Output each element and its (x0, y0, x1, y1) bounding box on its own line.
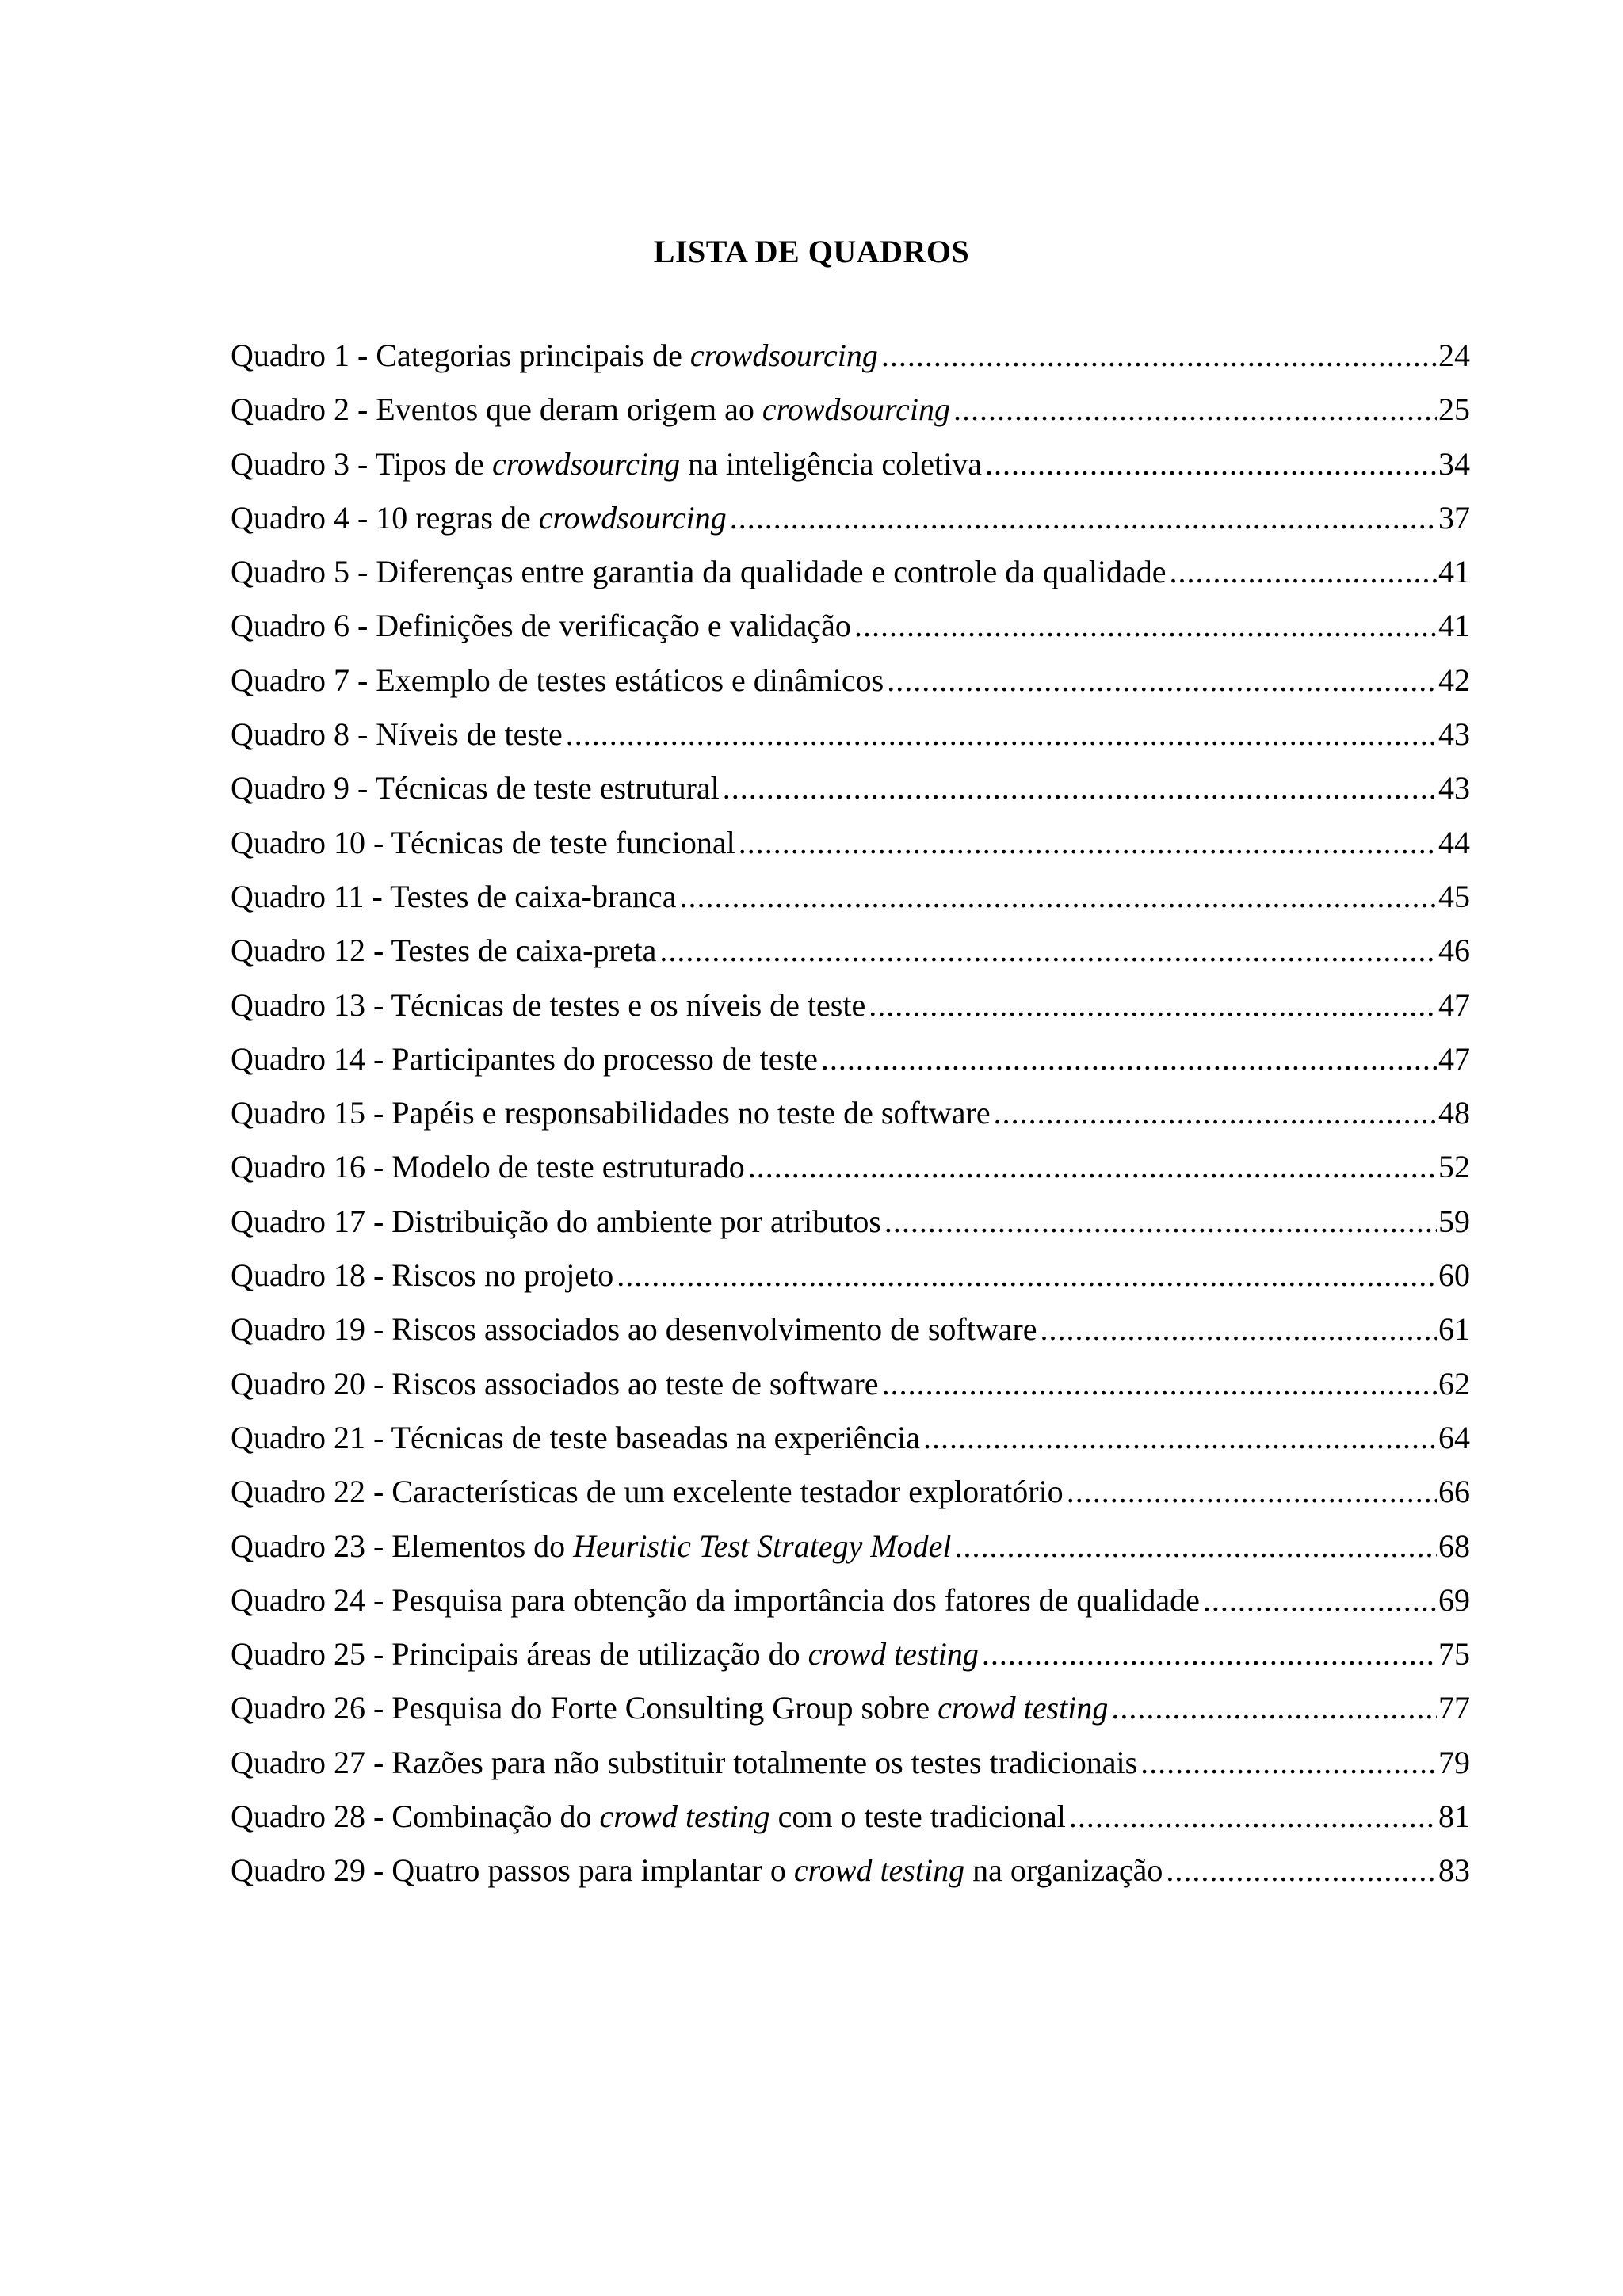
toc-entry-page-number: 52 (1438, 1149, 1470, 1185)
dot-leader (1069, 1798, 1437, 1836)
toc-entry-label (231, 878, 677, 916)
toc-entry (231, 1148, 1470, 1202)
toc-entry-label (231, 1581, 1200, 1619)
toc-entry-label (231, 1689, 1108, 1727)
dot-leader (1111, 1689, 1437, 1727)
dot-leader (884, 1203, 1437, 1241)
toc-entry-label (231, 824, 735, 862)
page-title: LISTA DE QUADROS (653, 234, 970, 269)
toc-entry-label-text: na inteligência coletiva (680, 445, 982, 482)
toc-entry-label (231, 932, 656, 970)
toc-entry-label-text: Quadro 21 - Técnicas de teste baseadas na experiência (231, 1419, 920, 1455)
toc-entry (231, 1473, 1470, 1527)
toc-entry-label-text: Quadro 14 - Participantes do processo de teste (231, 1040, 818, 1077)
toc-entry (231, 1527, 1470, 1581)
toc-entry-label-text: com o teste tradicional (769, 1798, 1066, 1835)
toc-entry-label-text: Quadro 10 - Técnicas de teste funcional (231, 824, 735, 860)
toc-entry (231, 715, 1470, 769)
toc-entry-label (231, 1310, 1037, 1348)
toc-entry-label-italic: crowdsourcing (538, 499, 727, 536)
toc-entry-label (231, 1744, 1137, 1782)
toc-entry-page-number: 75 (1438, 1636, 1470, 1672)
toc-entry-label (231, 715, 563, 753)
toc-entry-label-text: Quadro 29 - Quatro passos para implantar o (231, 1852, 794, 1889)
toc-entry-page-number: 42 (1438, 662, 1470, 698)
toc-entry-label-text: Quadro 20 - Riscos associados ao teste de software (231, 1365, 879, 1402)
toc-entry-label-text: Quadro 8 - Níveis de teste (231, 716, 563, 753)
toc-entry-label-text: Quadro 6 - Definições de verificação e validação (231, 608, 851, 644)
toc-entry-label-text: Quadro 4 - 10 regras de (231, 499, 539, 536)
toc-entry (231, 499, 1470, 553)
toc-entry (231, 445, 1470, 499)
dot-leader (1140, 1744, 1437, 1782)
toc-entry-page-number: 34 (1438, 445, 1470, 482)
toc-entry-page-number: 83 (1438, 1852, 1470, 1889)
toc-entry-page-number: 41 (1438, 608, 1470, 644)
dot-leader (955, 1527, 1437, 1566)
toc-entry (231, 1635, 1470, 1689)
toc-entry-label-italic: crowdsourcing (492, 445, 681, 482)
dot-leader (1170, 553, 1437, 591)
toc-entry-page-number: 45 (1438, 878, 1470, 914)
toc-entry (231, 662, 1470, 715)
toc-entry-label-text: Quadro 13 - Técnicas de testes e os níveis de teste (231, 986, 866, 1023)
dot-leader (680, 878, 1438, 916)
toc-entry-label (231, 986, 865, 1024)
toc-entry (231, 1040, 1470, 1094)
toc-entry-label-text: Quadro 18 - Riscos no projeto (231, 1257, 614, 1294)
toc-entry-label (231, 607, 851, 645)
toc-entry (231, 878, 1470, 932)
dot-leader (1166, 1852, 1437, 1890)
toc-entry (231, 1365, 1470, 1419)
dot-leader (869, 986, 1437, 1024)
toc-entry-label-text: Quadro 22 - Características de um excelente testador exploratório (231, 1474, 1064, 1510)
dot-leader (985, 445, 1437, 483)
toc-entry-label (231, 1365, 879, 1403)
toc-entry-label (231, 1094, 991, 1132)
toc-entry-label-text: Quadro 3 - Tipos de (231, 445, 493, 482)
toc-entry (231, 769, 1470, 823)
toc-entry-page-number: 64 (1438, 1419, 1470, 1455)
toc-entry-page-number: 46 (1438, 933, 1470, 969)
toc-entry-page-number: 79 (1438, 1744, 1470, 1780)
toc-entry (231, 1094, 1470, 1148)
toc-entry-page-number: 43 (1438, 716, 1470, 753)
dot-leader (1203, 1581, 1437, 1619)
toc-entry-label (231, 1527, 952, 1566)
dot-leader (566, 715, 1437, 753)
dot-leader (953, 391, 1437, 429)
toc-entry-label-italic: crowdsourcing (762, 391, 950, 428)
toc-entry-label (231, 1473, 1064, 1511)
toc-entry (231, 1689, 1470, 1743)
dot-leader (617, 1257, 1437, 1295)
dot-leader (748, 1148, 1437, 1186)
dot-leader (854, 607, 1437, 645)
toc-entry-label-text: Quadro 7 - Exemplo de testes estáticos e dinâmicos (231, 662, 884, 698)
toc-entry (231, 932, 1470, 986)
toc-entry-label-text: Quadro 1 - Categorias principais de (231, 338, 690, 373)
toc-entry-label-text: Quadro 27 - Razões para não substituir totalmente os testes tradicionais (231, 1744, 1138, 1780)
toc-entry-label-text: Quadro 28 - Combinação do (231, 1798, 600, 1835)
toc-entry-page-number: 43 (1438, 770, 1470, 807)
toc-entry-page-number: 25 (1438, 391, 1470, 428)
toc-entry-label-text: Quadro 9 - Técnicas de teste estrutural (231, 770, 720, 807)
toc-entry-page-number: 47 (1438, 1040, 1470, 1077)
toc-entry-label-text: Quadro 12 - Testes de caixa-preta (231, 933, 657, 969)
toc-entry (231, 1203, 1470, 1257)
toc-entry-label (231, 1148, 745, 1186)
toc-entry-label-text: Quadro 24 - Pesquisa para obtenção da importância dos fatores de qualidade (231, 1581, 1200, 1618)
toc-entry-page-number: 47 (1438, 986, 1470, 1023)
toc-entry-label (231, 553, 1167, 591)
toc-entry-page-number: 24 (1438, 338, 1470, 373)
toc-entry-label-text: Quadro 26 - Pesquisa do Forte Consulting Group sobre (231, 1690, 938, 1726)
toc-entry-page-number: 77 (1438, 1690, 1470, 1726)
toc-entry-page-number: 60 (1438, 1257, 1470, 1294)
toc-entry-label (231, 1419, 920, 1457)
dot-leader (659, 932, 1437, 970)
toc-entry-label-text: na organização (964, 1852, 1163, 1889)
dot-leader (730, 499, 1437, 537)
toc-entry-page-number: 44 (1438, 824, 1470, 860)
toc-entry-label-text: Quadro 15 - Papéis e responsabilidades no teste de software (231, 1095, 991, 1131)
toc-entry-page-number: 81 (1438, 1798, 1470, 1835)
toc-entry-label-italic: Heuristic Test Strategy Model (573, 1527, 952, 1564)
toc-entry-label-text: Quadro 5 - Diferenças entre garantia da qualidade e controle da qualidade (231, 554, 1167, 590)
toc-entry-label (231, 1635, 979, 1673)
toc-entry-label-text: Quadro 2 - Eventos que deram origem ao (231, 391, 762, 428)
toc-entry-page-number: 66 (1438, 1474, 1470, 1510)
dot-leader (882, 1365, 1437, 1403)
toc-entry (231, 391, 1470, 444)
dot-leader (1067, 1473, 1437, 1511)
toc-entry-page-number: 62 (1438, 1365, 1470, 1402)
toc-entry (231, 553, 1470, 607)
toc-entry-page-number: 37 (1438, 499, 1470, 536)
toc-entry (231, 1419, 1470, 1473)
dot-leader (887, 662, 1437, 700)
toc-entry-label (231, 445, 982, 483)
toc-entry-page-number: 41 (1438, 554, 1470, 590)
toc-entry-label-italic: crowdsourcing (689, 338, 878, 373)
toc-entry (231, 1257, 1470, 1310)
toc-entry-label (231, 337, 878, 375)
toc-entry (231, 986, 1470, 1040)
toc-entry-label (231, 1203, 881, 1241)
dot-leader (881, 337, 1437, 375)
toc-entry (231, 607, 1470, 661)
toc-entry-label-italic: crowd testing (793, 1852, 965, 1889)
toc-entry-page-number: 59 (1438, 1203, 1470, 1239)
toc-entry (231, 1581, 1470, 1635)
toc-entry (231, 1310, 1470, 1364)
toc-entry-label-text: Quadro 17 - Distribuição do ambiente por atributos (231, 1203, 881, 1239)
toc-entry-label-text: Quadro 11 - Testes de caixa-branca (231, 878, 677, 914)
toc-entry-page-number: 68 (1438, 1527, 1470, 1564)
dot-leader (923, 1419, 1437, 1457)
dot-leader (994, 1094, 1437, 1132)
toc-entry (231, 1744, 1470, 1798)
dot-leader (821, 1040, 1437, 1078)
toc-entry-label-text: Quadro 25 - Principais áreas de utilização do (231, 1636, 808, 1672)
dot-leader (982, 1635, 1437, 1673)
toc-entry-label-italic: crowd testing (599, 1798, 770, 1835)
toc-entry-label (231, 391, 950, 429)
toc-entry-page-number: 61 (1438, 1311, 1470, 1348)
toc-entry-label (231, 499, 727, 537)
toc-entry-label (231, 1040, 818, 1078)
toc-entry-label-text: Quadro 23 - Elementos do (231, 1527, 574, 1564)
toc-entry-label (231, 1798, 1066, 1836)
toc-entry-label-text: Quadro 16 - Modelo de teste estruturado (231, 1149, 745, 1185)
toc-entry-label-text: Quadro 19 - Riscos associados ao desenvolvimento de software (231, 1311, 1037, 1348)
toc-entry-page-number: 48 (1438, 1095, 1470, 1131)
toc-entry (231, 1852, 1470, 1905)
dot-leader (723, 769, 1437, 807)
toc-entry-label (231, 1852, 1163, 1890)
toc-entry-label-italic: crowd testing (808, 1636, 979, 1672)
toc-entry (231, 337, 1470, 391)
dot-leader (739, 824, 1437, 862)
toc-entry (231, 1798, 1470, 1852)
list-of-tables (231, 337, 1470, 1906)
toc-entry-label (231, 1257, 613, 1295)
toc-entry (231, 824, 1470, 878)
toc-entry-label-italic: crowd testing (938, 1690, 1109, 1726)
toc-entry-label (231, 769, 720, 807)
toc-entry-label (231, 662, 884, 700)
dot-leader (1041, 1310, 1437, 1348)
toc-entry-page-number: 69 (1438, 1581, 1470, 1618)
